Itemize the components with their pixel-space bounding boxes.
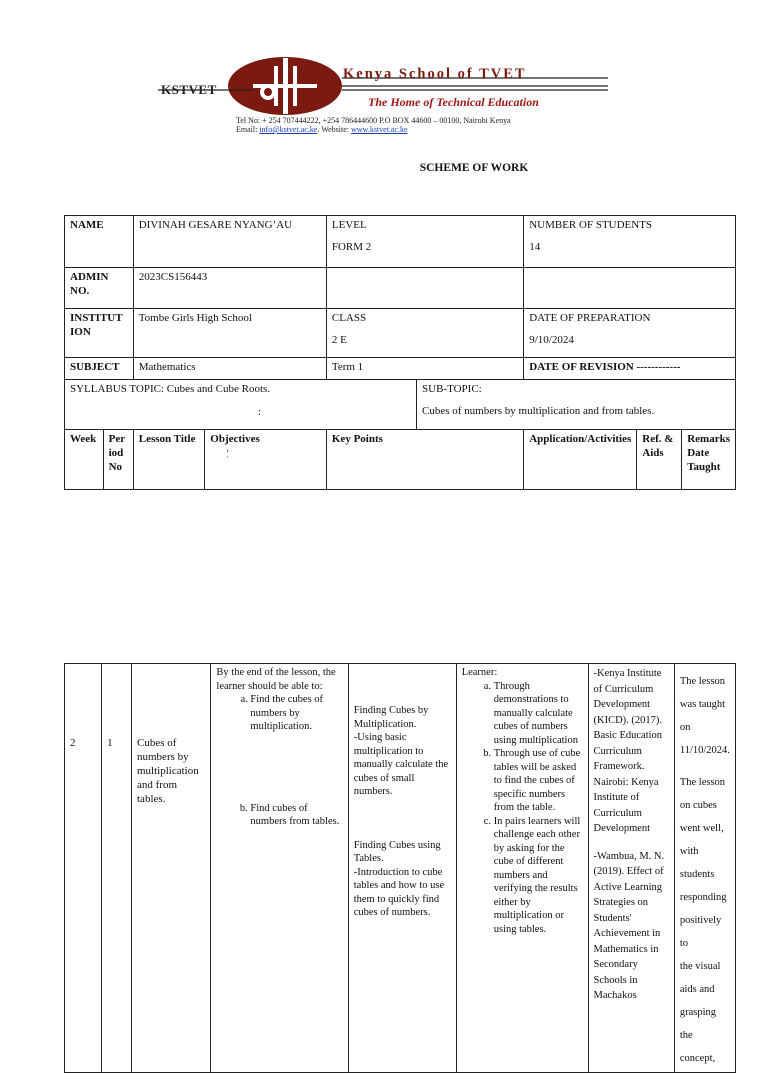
admin-value: 2023CS156443 [133, 268, 326, 309]
institution-value: Tombe Girls High School [133, 309, 326, 358]
activities-intro: Learner: [461, 667, 498, 678]
activities-list [462, 680, 583, 937]
website-link[interactable]: www.kstvet.ac.ke [351, 125, 408, 134]
prep-label: DATE OF PREPARATION [529, 312, 651, 324]
email-line [236, 125, 408, 134]
objectives-intro: By the end of the lesson, the learner should be able to: [216, 667, 336, 692]
key-point-text: -Using basic multiplication to manually calculate the cubes of small numbers. [353, 732, 449, 797]
reference-item: -Wambua, M. N. (2019). Effect of Active Learning Strategies on Students' Achievement in Mathematics in Secondary Schools in Machakos [593, 850, 665, 1001]
remark-line: the visual [679, 961, 721, 972]
class-value: 2 E [331, 334, 347, 346]
empty-cell [326, 268, 523, 309]
col-remarks: Remarks Date Taught [682, 430, 736, 490]
email-label: Email: [236, 125, 258, 134]
level-label: LEVEL [331, 219, 367, 231]
class-label: CLASS [331, 312, 367, 324]
remark-line: The lesson [679, 777, 726, 788]
key-point-title: Finding Cubes by Multiplication. [353, 705, 429, 730]
remark-line: grasping the [679, 1007, 717, 1041]
class-cell [326, 309, 523, 358]
activity-item: a. Through demonstrations to manually calculate cubes of numbers using multiplication [494, 680, 583, 748]
subject-label: SUBJECT [65, 358, 134, 380]
remark-line: on [679, 722, 691, 733]
activity-item: b. Through use of cube tables will be asked to find the cubes of specific numbers from the table. [494, 747, 583, 815]
subtopic-cell [417, 380, 736, 430]
objectives-mark: ` [226, 455, 229, 464]
col-week: Week [65, 430, 104, 490]
objectives-list [216, 693, 342, 829]
institution-label: INSTITUT ION [65, 309, 134, 358]
key-point-title: Finding Cubes using Tables. [353, 839, 441, 864]
revision-label: DATE OF REVISION ------------ [524, 358, 736, 380]
institution-short-name: KSTVET [161, 82, 217, 97]
lesson-period: 1 [102, 664, 132, 1073]
institution-name: Kenya School of TVET [343, 66, 527, 82]
remark-line: The lesson [679, 676, 726, 687]
students-cell [524, 216, 736, 268]
remark-line: positively to [679, 915, 722, 949]
remark-line: students [679, 869, 715, 880]
remark-line: on cubes [679, 800, 717, 811]
col-key-points: Key Points [326, 430, 523, 490]
lesson-remarks [674, 664, 735, 1073]
level-value: FORM 2 [331, 241, 372, 253]
remark-line: with [679, 846, 699, 857]
key-point-text: -Introduction to cube tables and how to use them to quickly find cubes of numbers. [353, 866, 445, 918]
reference-item: -Kenya Institute of Curriculum Development (KICD). (2017). Basic Education Curriculum Framework. Nairobi: Kenya Institute of Curriculum Development [593, 668, 663, 834]
lesson-week: 2 [65, 664, 102, 1073]
website-label: . Website: [317, 125, 349, 134]
name-label: NAME [65, 216, 134, 268]
activity-item: c. In pairs learners will challenge each other by asking for the cube of different numbers and verifying the results either by multiplication or using tables. [494, 815, 583, 937]
topic-colon: : [258, 406, 262, 418]
email-link[interactable]: info@kstvet.ac.ke [259, 125, 318, 134]
students-value: 14 [529, 241, 541, 253]
col-period: Per iod No [103, 430, 133, 490]
syllabus-topic-cell [65, 380, 417, 430]
remark-line: 11/10/2024. [679, 745, 730, 756]
objectives-mark: ‹ [226, 446, 229, 455]
col-objectives [205, 430, 327, 490]
remark-line: went well, [679, 823, 724, 834]
lesson-table [64, 663, 736, 1073]
lesson-references [588, 664, 674, 1073]
admin-label: ADMIN NO. [65, 268, 134, 309]
lesson-activities [456, 664, 588, 1073]
objective-item: a. Find the cubes of numbers by multiplication. [250, 693, 342, 734]
empty-cell [524, 268, 736, 309]
name-value: DIVINAH GESARE NYANG’AU [133, 216, 326, 268]
lesson-key-points [348, 664, 456, 1073]
subtopic-label: SUB-TOPIC: [422, 383, 482, 395]
lesson-objectives [211, 664, 348, 1073]
prep-value: 9/10/2024 [529, 334, 574, 346]
subtopic-value: Cubes of numbers by multiplication and from tables. [422, 405, 655, 417]
lesson-title: Cubes of numbers by multiplication and from tables. [132, 664, 211, 1073]
scheme-details-table [64, 215, 736, 490]
term-value: Term 1 [326, 358, 523, 380]
page-title: SCHEME OF WORK [419, 162, 529, 174]
col-lesson-title: Lesson Title [133, 430, 205, 490]
contact-line: Tel No: + 254 707444222, +254 786444600 P.O BOX 44600 – 00100, Nairobi Kenya [236, 116, 511, 125]
syllabus-topic-value: : Cubes and Cube Roots. [160, 383, 271, 395]
remark-line: aids and [679, 984, 715, 995]
remark-line: concept, [679, 1053, 716, 1064]
remark-line: was taught [679, 699, 726, 710]
students-label: NUMBER OF STUDENTS [529, 219, 653, 231]
col-activities: Application/Activities [524, 430, 637, 490]
level-cell [326, 216, 523, 268]
remark-line: responding [679, 892, 727, 903]
syllabus-topic-label: SYLLABUS TOPIC [70, 383, 161, 395]
subject-value: Mathematics [133, 358, 326, 380]
prep-cell [524, 309, 736, 358]
col-refs: Ref. & Aids [637, 430, 682, 490]
remark-line [680, 762, 730, 771]
col-objectives-label: Objectives [210, 433, 260, 445]
institution-tagline: The Home of Technical Education [368, 95, 539, 109]
objective-item: b. Find cubes of numbers from tables. [250, 802, 342, 829]
